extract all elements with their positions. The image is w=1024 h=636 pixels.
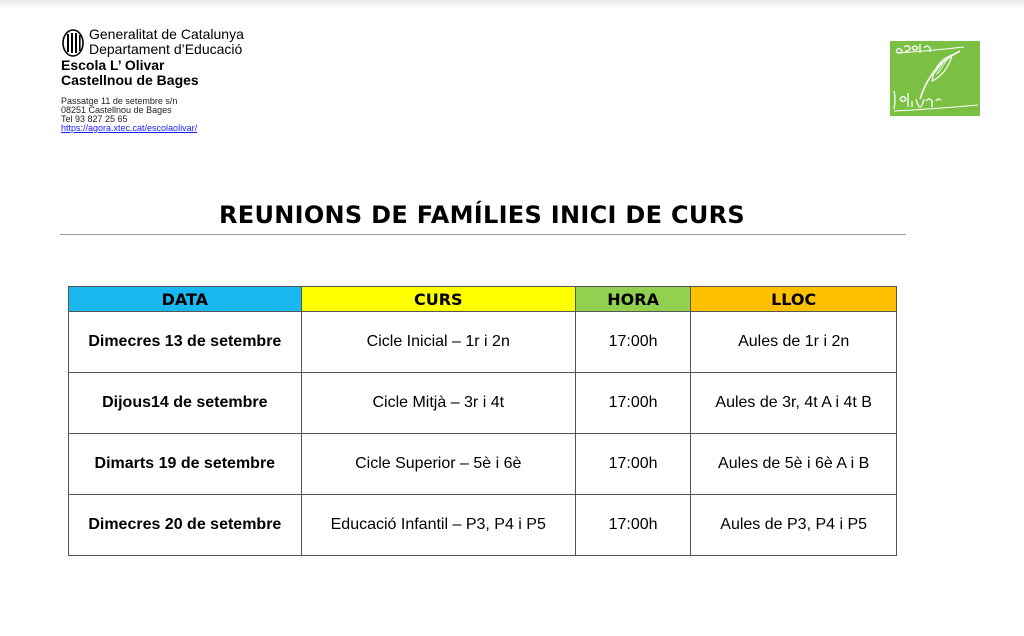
title-divider [60,234,906,235]
meetings-table [68,286,897,556]
cell-data: Dimecres 20 de setembre [69,495,302,556]
olive-branch-logo-icon [890,41,980,116]
viewer-top-shadow [0,0,1024,10]
document-header [61,27,244,133]
cell-hora: 17:00h [575,495,690,556]
cell-hora: 17:00h [575,434,690,495]
cell-lloc: Aules de P3, P4 i P5 [691,495,897,556]
table-row [69,373,897,434]
page-title: REUNIONS DE FAMÍLIES INICI DE CURS [218,201,746,229]
school-town: Castellnou de Bages [61,72,199,88]
header-lloc: LLOC [691,287,897,312]
school-address [61,97,244,133]
cell-data: Dimecres 13 de setembre [69,312,302,373]
header-data: DATA [69,287,302,312]
cell-curs: Cicle Inicial – 1r i 2n [301,312,575,373]
cell-data: Dimarts 19 de setembre [69,434,302,495]
school-name: Escola L’ Olivar [61,57,165,73]
cell-curs: Educació Infantil – P3, P4 i P5 [301,495,575,556]
cell-lloc: Aules de 3r, 4t A i 4t B [691,373,897,434]
cell-curs: Cicle Mitjà – 3r i 4t [301,373,575,434]
table-row [69,495,897,556]
cell-lloc: Aules de 5è i 6è A i B [691,434,897,495]
cell-data: Dijous14 de setembre [69,373,302,434]
cell-lloc: Aules de 1r i 2n [691,312,897,373]
header-hora: HORA [575,287,690,312]
cell-hora: 17:00h [575,373,690,434]
table-row [69,312,897,373]
header-curs: CURS [301,287,575,312]
address-street: Passatge 11 de setembre s/n [61,96,178,106]
catalonia-government-seal-icon [61,28,85,58]
address-postal: 08251 Castellnou de Bages [61,105,172,115]
table-row [69,434,897,495]
cell-curs: Cicle Superior – 5è i 6è [301,434,575,495]
government-heading [61,27,244,58]
table-header-row [69,287,897,312]
department-name: Departament d’Educació [89,41,243,57]
address-phone: Tel 93 827 25 65 [61,114,128,124]
government-name: Generalitat de Catalunya [89,26,244,42]
school-website-link[interactable]: https://agora.xtec.cat/escolaolivar/ [61,123,198,133]
cell-hora: 17:00h [575,312,690,373]
